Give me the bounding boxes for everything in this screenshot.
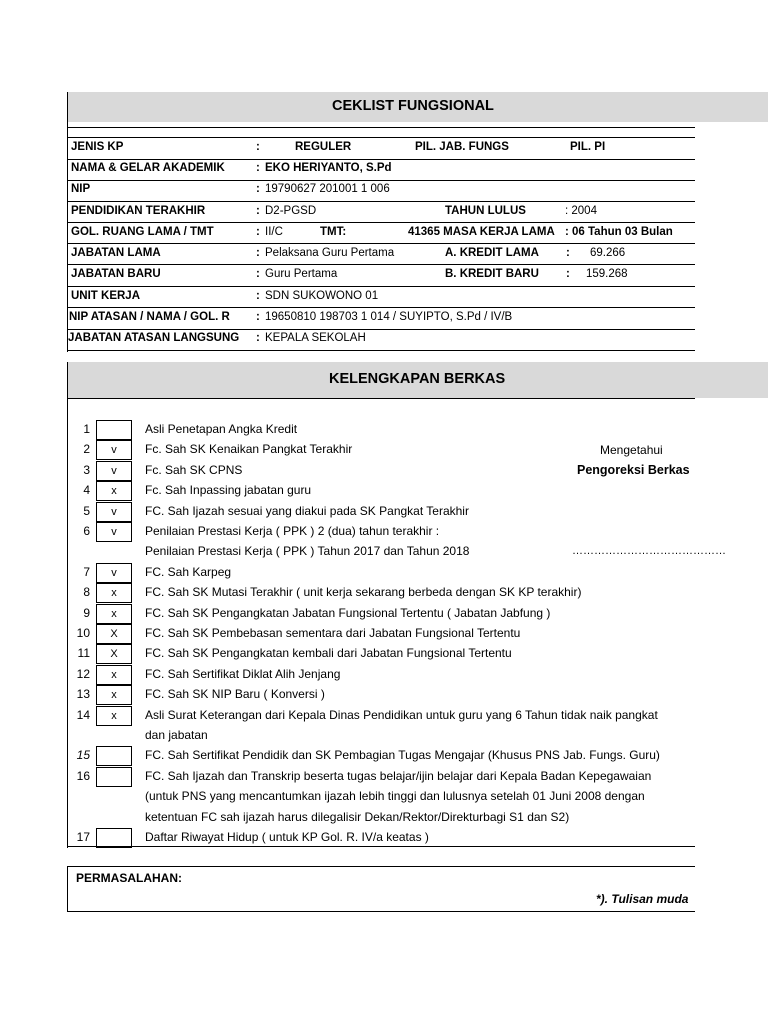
colon: :	[256, 247, 260, 259]
item-number: 7	[83, 565, 90, 579]
item-text: Fc. Sah SK CPNS	[145, 463, 243, 477]
item-checkbox[interactable]: x	[96, 604, 132, 624]
unit-kerja-label: UNIT KERJA	[71, 290, 141, 302]
item-checkbox[interactable]: v	[96, 522, 132, 542]
rule	[68, 846, 695, 847]
item-text: FC. Sah Karpeg	[145, 565, 232, 579]
kredit-lama-value: 69.266	[590, 247, 626, 259]
item-checkbox[interactable]	[96, 746, 132, 766]
colon: :	[256, 332, 260, 344]
item-number: 16	[76, 769, 90, 783]
tmt-masa-kerja: 41365 MASA KERJA LAMA	[408, 226, 555, 238]
item-checkbox[interactable]: x	[96, 481, 132, 501]
nip-atasan-label: NIP ATASAN / NAMA / GOL. R	[69, 311, 230, 323]
jabatan-lama-label: JABATAN LAMA	[71, 247, 161, 259]
jabatan-baru-value: Guru Pertama	[265, 268, 338, 280]
gol-label: GOL. RUANG LAMA / TMT	[71, 226, 214, 238]
rule	[68, 222, 695, 223]
item-number: 11	[77, 646, 90, 660]
item-text: Asli Surat Keterangan dari Kepala Dinas Pendidikan untuk guru yang 6 Tahun tidak naik pangkat	[145, 708, 658, 722]
item-text: ketentuan FC sah ijazah harus dilegalisir Dekan/Rektor/Direkturbagi S1 dan S2)	[145, 810, 570, 824]
jabatan-atasan-label: JABATAN ATASAN LANGSUNG	[68, 332, 240, 344]
colon: :	[256, 311, 260, 323]
pil-jab-fungs-label: PIL. JAB. FUNGS	[415, 141, 509, 153]
item-checkbox[interactable]: v	[96, 502, 132, 522]
gol-value: II/C	[265, 226, 283, 238]
item-checkbox[interactable]: X	[96, 624, 132, 644]
pendidikan-value: D2-PGSD	[265, 205, 317, 217]
item-checkbox[interactable]: v	[96, 563, 132, 583]
masa-kerja-value: : 06 Tahun 03 Bulan	[565, 226, 673, 238]
rule	[68, 243, 695, 244]
berkas-title: KELENGKAPAN BERKAS	[329, 371, 506, 387]
nama-value: EKO HERIYANTO, S.Pd	[265, 162, 392, 174]
colon: :	[256, 183, 260, 195]
colon: :	[256, 226, 260, 238]
rule	[68, 127, 695, 128]
pengoreksi-label: Pengoreksi Berkas	[577, 463, 690, 477]
nip-value: 19790627 201001 1 006	[265, 183, 390, 195]
rule	[68, 180, 695, 181]
item-text: Fc. Sah Inpassing jabatan guru	[145, 483, 312, 497]
item-text: Daftar Riwayat Hidup ( untuk KP Gol. R. IV/a keatas )	[145, 830, 429, 844]
rule	[68, 264, 695, 265]
colon: :	[256, 290, 260, 302]
rule	[68, 286, 695, 287]
footnote: *). Tulisan muda	[596, 892, 689, 906]
item-number: 1	[83, 422, 90, 436]
jenis-kp-label: JENIS KP	[71, 141, 124, 153]
item-number: 12	[76, 667, 90, 681]
item-number: 2	[83, 442, 90, 456]
item-text: FC. Sah SK Pembebasan sementara dari Jabatan Fungsional Tertentu	[145, 626, 521, 640]
rule	[68, 329, 695, 330]
rule	[68, 159, 695, 160]
kredit-baru-label: B. KREDIT BARU	[445, 268, 539, 280]
colon: :	[256, 205, 260, 217]
jabatan-atasan-value: KEPALA SEKOLAH	[265, 332, 366, 344]
item-text: FC. Sah Ijazah sesuai yang diakui pada SK Pangkat Terakhir	[145, 504, 469, 518]
colon: :	[256, 141, 260, 153]
item-text: (untuk PNS yang mencantumkan ijazah lebih tinggi dan lulusnya setelah 01 Juni 2008 dengan	[145, 789, 645, 803]
pil-pi-label: PIL. PI	[570, 141, 606, 153]
item-text: Asli Penetapan Angka Kredit	[145, 422, 298, 436]
item-checkbox[interactable]: v	[96, 440, 132, 460]
kredit-lama-label: A. KREDIT LAMA	[445, 247, 539, 259]
item-checkbox[interactable]: X	[96, 644, 132, 664]
nama-label: NAMA & GELAR AKADEMIK	[71, 162, 225, 174]
rule	[68, 398, 695, 399]
item-number: 3	[83, 463, 90, 477]
rule	[68, 137, 695, 138]
item-text: dan jabatan	[145, 728, 208, 742]
item-text: FC. Sah Sertifikat Pendidik dan SK Pembagian Tugas Mengajar (Khusus PNS Jab. Fungs. Guru)	[145, 748, 660, 762]
item-text: FC. Sah SK Pengangkatan Jabatan Fungsional Tertentu ( Jabatan Jabfung )	[145, 606, 551, 620]
item-text: FC. Sah SK NIP Baru ( Konversi )	[145, 687, 325, 701]
item-text: Fc. Sah SK Kenaikan Pangkat Terakhir	[145, 442, 353, 456]
item-number: 14	[76, 708, 90, 722]
nip-label: NIP	[71, 183, 91, 195]
tahun-lulus-label: TAHUN LULUS	[445, 205, 526, 217]
item-checkbox[interactable]: x	[96, 583, 132, 603]
item-text: FC. Sah Ijazah dan Transkrip beserta tugas belajar/ijin belajar dari Kepala Badan Kepegawaian	[145, 769, 652, 783]
item-number: 4	[83, 483, 90, 497]
item-number: 17	[76, 830, 90, 844]
unit-kerja-value: SDN SUKOWONO 01	[265, 290, 379, 302]
item-checkbox[interactable]	[96, 767, 132, 787]
permasalahan-label: PERMASALAHAN:	[76, 871, 182, 885]
jenis-kp-value: REGULER	[295, 141, 352, 153]
mengetahui-label: Mengetahui	[600, 443, 663, 457]
item-checkbox[interactable]	[96, 420, 132, 440]
item-text: FC. Sah SK Pengangkatan kembali dari Jabatan Fungsional Tertentu	[145, 646, 512, 660]
item-number: 9	[83, 606, 90, 620]
nip-atasan-value: 19650810 198703 1 014 / SUYIPTO, S.Pd / IV/B	[265, 311, 513, 323]
item-checkbox[interactable]: x	[96, 685, 132, 705]
item-number: 15	[76, 748, 90, 762]
kredit-baru-value: 159.268	[586, 268, 628, 280]
colon: :	[256, 162, 260, 174]
colon: :	[256, 268, 260, 280]
tmt-label: TMT:	[320, 226, 347, 238]
item-number: 5	[83, 504, 90, 518]
item-number: 10	[76, 626, 90, 640]
item-text: FC. Sah SK Mutasi Terakhir ( unit kerja sekarang berbeda dengan SK KP terakhir)	[145, 585, 582, 599]
rule	[68, 866, 695, 867]
rule	[68, 307, 695, 308]
item-number: 13	[76, 687, 90, 701]
left-border-bottom	[67, 866, 68, 912]
jabatan-lama-value: Pelaksana Guru Pertama	[265, 247, 395, 259]
pendidikan-label: PENDIDIKAN TERAKHIR	[71, 205, 206, 217]
item-text: Penilaian Prestasi Kerja ( PPK ) 2 (dua) tahun terakhir :	[145, 524, 440, 538]
item-text: Penilaian Prestasi Kerja ( PPK ) Tahun 2017 dan Tahun 2018	[145, 544, 470, 558]
item-checkbox[interactable]: x	[96, 706, 132, 726]
item-checkbox[interactable]: x	[96, 665, 132, 685]
item-checkbox[interactable]	[96, 828, 132, 848]
signature-dots: ……………………………………	[572, 545, 726, 557]
item-text: FC. Sah Sertifikat Diklat Alih Jenjang	[145, 667, 341, 681]
rule	[68, 911, 695, 912]
colon: :	[566, 247, 570, 259]
rule	[68, 350, 695, 351]
jabatan-baru-label: JABATAN BARU	[71, 268, 161, 280]
item-number: 8	[83, 585, 90, 599]
item-checkbox[interactable]: v	[96, 461, 132, 481]
page-title: CEKLIST FUNGSIONAL	[332, 98, 494, 114]
rule	[68, 201, 695, 202]
colon: :	[566, 268, 570, 280]
tahun-lulus-value: : 2004	[565, 205, 597, 217]
item-number: 6	[83, 524, 90, 538]
